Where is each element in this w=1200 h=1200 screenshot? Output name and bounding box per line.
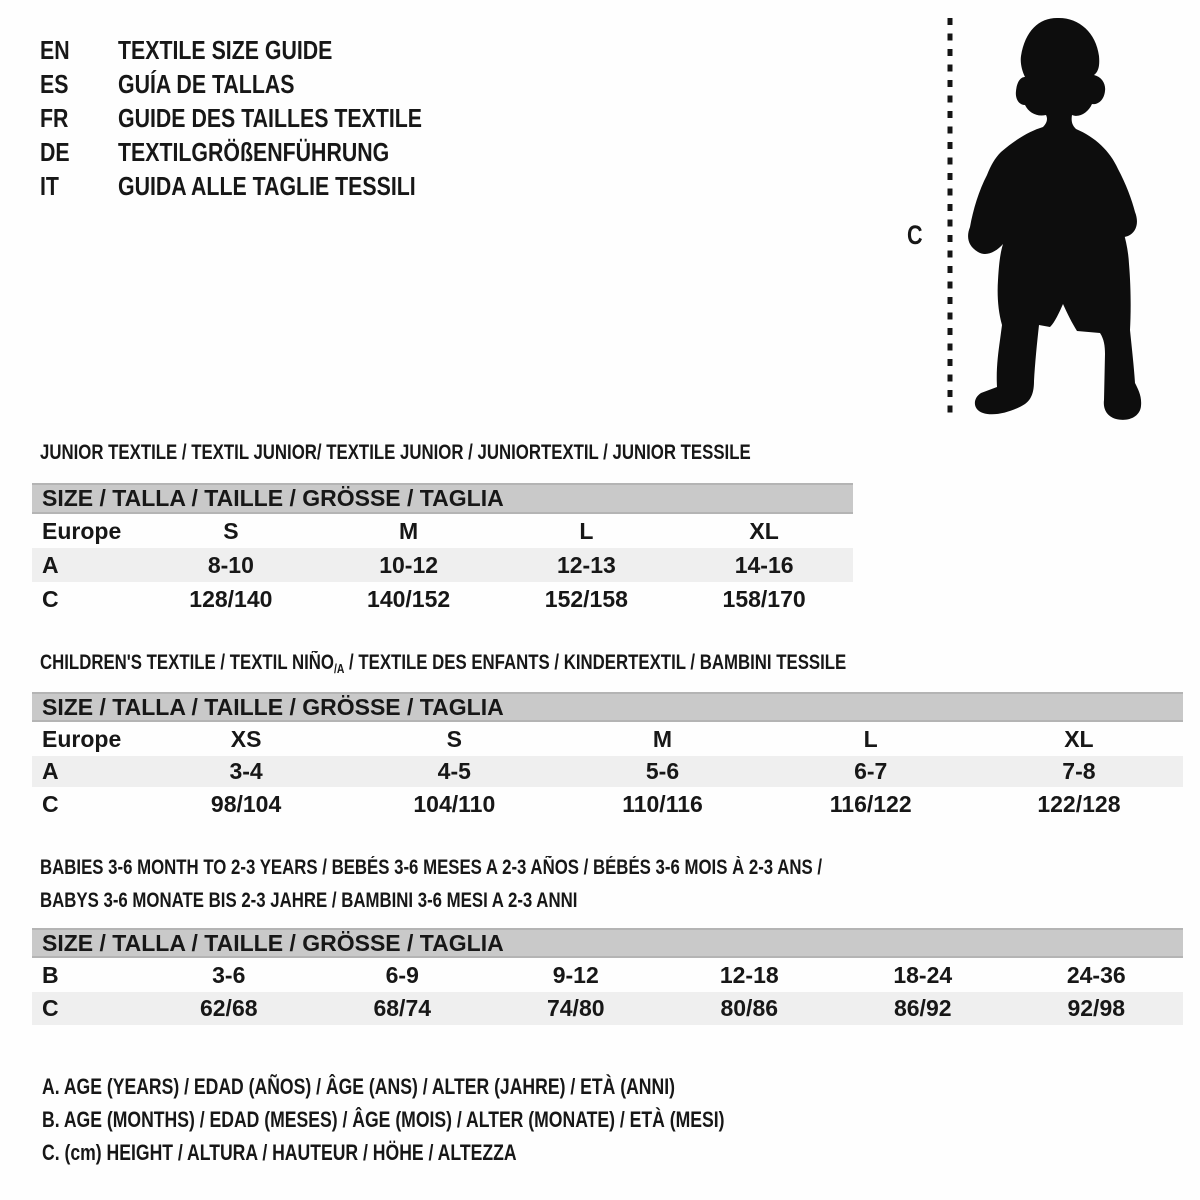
table-row-height (32, 992, 1183, 1025)
row-label: A (42, 758, 59, 784)
size-cell: M (652, 725, 673, 752)
size-cell: L (579, 517, 594, 544)
language-row-en (40, 33, 489, 67)
language-row-de (40, 135, 489, 169)
legend (42, 1070, 895, 1169)
row-label: Europe (42, 725, 122, 752)
age-cell: 6-7 (854, 758, 888, 784)
language-code: IT (40, 170, 59, 201)
baby-silhouette-graphic (905, 12, 1155, 432)
babies-size-table (32, 928, 1183, 1025)
table-row-months (32, 958, 1183, 992)
height-label-c: C (907, 220, 923, 250)
height-cell: 122/128 (1037, 790, 1121, 817)
guide-title-de: TEXTILGRÖßENFÜHRUNG (118, 136, 390, 167)
height-cell: 62/68 (199, 995, 258, 1021)
height-cell: 92/98 (1067, 995, 1126, 1021)
age-cell: 5-6 (645, 758, 680, 784)
language-code: EN (40, 34, 70, 65)
row-label: C (42, 995, 59, 1021)
junior-section-title: JUNIOR TEXTILE / TEXTIL JUNIOR/ TEXTILE JUNIOR / JUNIORTEXTIL / JUNIOR TESSILE (40, 441, 751, 464)
baby-silhouette (968, 18, 1141, 420)
months-cell: 3-6 (212, 961, 246, 988)
legend-line-b: B. AGE (MONTHS) / EDAD (MESES) / ÂGE (MOIS) / ALTER (MONATE) / ETÀ (MESI) (42, 1107, 725, 1132)
row-label: C (42, 585, 59, 612)
row-label: Europe (42, 517, 122, 544)
size-header-band: SIZE / TALLA / TAILLE / GRÖSSE / TAGLIA (32, 483, 853, 514)
children-size-table (32, 692, 1183, 821)
row-label: C (42, 790, 59, 817)
size-cell: XL (749, 517, 779, 544)
junior-size-table (32, 483, 853, 616)
size-cell: XS (230, 725, 262, 752)
age-cell: 3-4 (229, 758, 263, 784)
legend-line-c: C. (cm) HEIGHT / ALTURA / HAUTEUR / HÖHE / ALTEZZA (42, 1140, 517, 1165)
table-row-europe (32, 514, 853, 548)
size-header-band: SIZE / TALLA / TAILLE / GRÖSSE / TAGLIA (32, 928, 1183, 958)
height-cell: 128/140 (189, 585, 273, 612)
size-cell: L (863, 725, 878, 752)
height-cell: 116/122 (829, 790, 912, 817)
table-row-age (32, 756, 1183, 787)
table-row-height (32, 787, 1183, 821)
legend-line-a: A. AGE (YEARS) / EDAD (AÑOS) / ÂGE (ANS) / ALTER (JAHRE) / ETÀ (ANNI) (42, 1074, 675, 1099)
size-cell: M (399, 517, 419, 544)
height-cell: 68/74 (373, 995, 432, 1021)
language-row-it (40, 169, 489, 203)
size-cell: S (446, 725, 462, 752)
height-measure-figure (905, 12, 1155, 432)
age-cell: 4-5 (437, 758, 471, 784)
height-cell: 158/170 (722, 585, 806, 612)
months-cell: 9-12 (552, 961, 599, 988)
age-cell: 12-13 (556, 551, 616, 578)
height-cell: 98/104 (210, 790, 282, 817)
height-cell: 86/92 (893, 995, 952, 1021)
language-code: FR (40, 102, 69, 133)
babies-section-title: BABIES 3-6 MONTH TO 2-3 YEARS / BEBÉS 3-6 MESES A 2-3 AÑOS / BÉBÉS 3-6 MOIS À 2-3 ANS / BABYS 3-6 MONATE BIS 2-3 JAHRE / BAMBINI 3-6 MESI A 2-3 ANNI (40, 856, 823, 912)
children-section-title: CHILDREN'S TEXTILE / TEXTIL NIÑO/A / TEXTILE DES ENFANTS / KINDERTEXTIL / BAMBINI TESSILE (40, 651, 847, 676)
language-row-es (40, 67, 489, 101)
age-cell: 7-8 (1062, 758, 1096, 784)
size-cell: S (223, 517, 239, 544)
guide-title-es: GUÍA DE TALLAS (118, 68, 295, 99)
size-header-band: SIZE / TALLA / TAILLE / GRÖSSE / TAGLIA (32, 692, 1183, 722)
row-label: B (42, 961, 59, 988)
height-cell: 104/110 (413, 790, 496, 817)
guide-title-en: TEXTILE SIZE GUIDE (118, 34, 333, 65)
months-cell: 12-18 (719, 961, 779, 988)
language-code: DE (40, 136, 70, 167)
height-cell: 74/80 (546, 995, 605, 1021)
months-cell: 24-36 (1066, 961, 1126, 988)
language-code: ES (40, 68, 69, 99)
age-cell: 8-10 (207, 551, 254, 578)
height-cell: 152/158 (544, 585, 628, 612)
guide-title-it: GUIDA ALLE TAGLIE TESSILI (118, 170, 416, 201)
height-cell: 80/86 (720, 995, 779, 1021)
language-title-list (40, 33, 489, 203)
row-label: A (42, 551, 59, 578)
height-cell: 140/152 (367, 585, 451, 612)
guide-title-fr: GUIDE DES TAILLES TEXTILE (118, 102, 423, 133)
months-cell: 6-9 (385, 961, 419, 988)
months-cell: 18-24 (893, 961, 953, 988)
language-row-fr (40, 101, 489, 135)
table-row-age (32, 548, 853, 582)
age-cell: 14-16 (734, 551, 794, 578)
title-subscript: /A (333, 661, 345, 676)
age-cell: 10-12 (379, 551, 439, 578)
table-row-height (32, 582, 853, 616)
height-cell: 110/116 (622, 790, 703, 817)
size-cell: XL (1064, 725, 1094, 752)
table-row-europe (32, 722, 1183, 756)
